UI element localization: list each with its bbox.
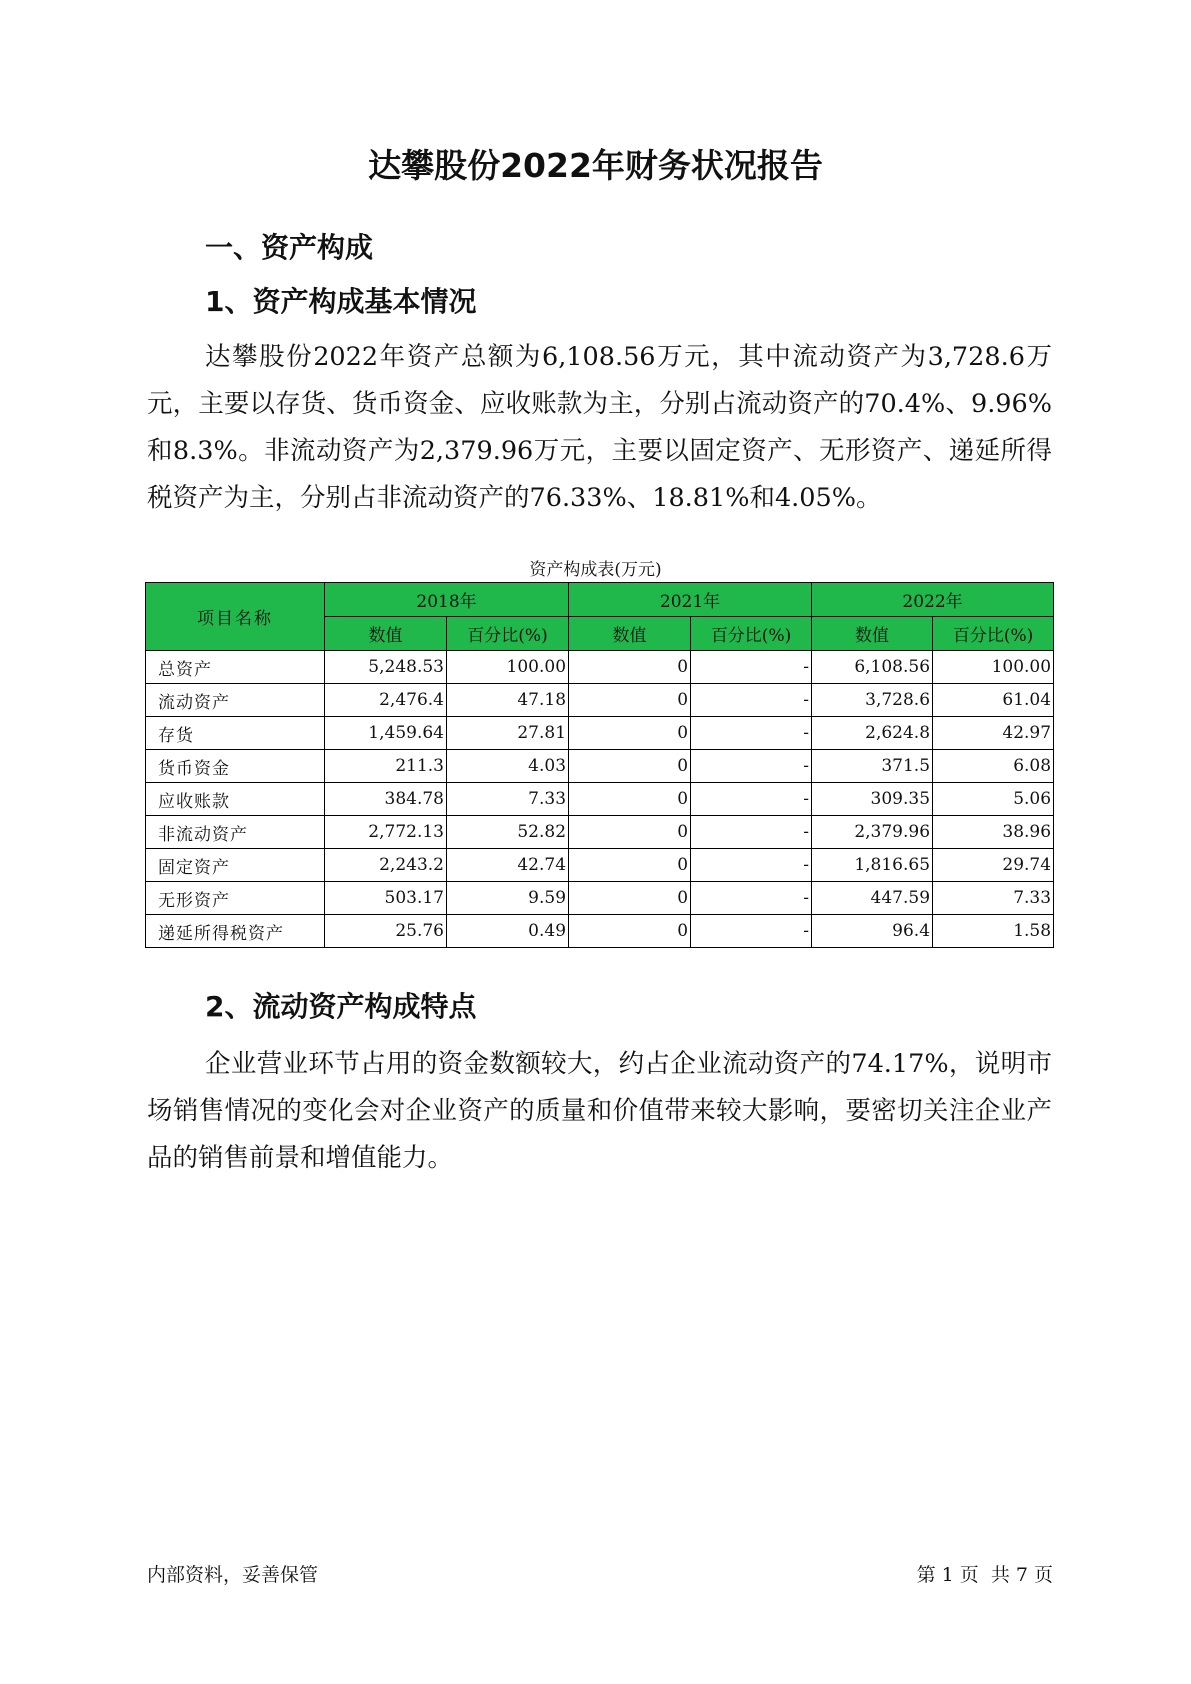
table-cell: 42.74 bbox=[447, 849, 569, 882]
table-cell: 100.00 bbox=[447, 651, 569, 684]
header-percent: 百分比(%) bbox=[933, 617, 1054, 651]
table-cell: 309.35 bbox=[812, 783, 933, 816]
table-cell: 27.81 bbox=[447, 717, 569, 750]
table-cell: 1.58 bbox=[933, 915, 1054, 948]
table-cell: 2,379.96 bbox=[812, 816, 933, 849]
section-heading-asset-composition: 一、资产构成 bbox=[205, 231, 374, 264]
table-cell: - bbox=[691, 750, 812, 783]
table-cell: - bbox=[691, 717, 812, 750]
table-cell: - bbox=[691, 915, 812, 948]
row-label: 存货 bbox=[146, 717, 325, 750]
table-cell: 29.74 bbox=[933, 849, 1054, 882]
table-cell: 61.04 bbox=[933, 684, 1054, 717]
table-cell: 2,476.4 bbox=[325, 684, 447, 717]
table-cell: 47.18 bbox=[447, 684, 569, 717]
page-title: 达攀股份2022年财务状况报告 bbox=[368, 146, 823, 185]
table-cell: 0 bbox=[569, 783, 691, 816]
row-label: 货币资金 bbox=[146, 750, 325, 783]
header-percent: 百分比(%) bbox=[691, 617, 812, 651]
table-cell: - bbox=[691, 651, 812, 684]
table-cell: 7.33 bbox=[447, 783, 569, 816]
table-cell: 100.00 bbox=[933, 651, 1054, 684]
table-row bbox=[146, 816, 1054, 849]
row-label: 流动资产 bbox=[146, 684, 325, 717]
table-header-row-years bbox=[146, 583, 1054, 617]
table-cell: 96.4 bbox=[812, 915, 933, 948]
table-cell: - bbox=[691, 816, 812, 849]
table-row bbox=[146, 651, 1054, 684]
table-cell: 25.76 bbox=[325, 915, 447, 948]
row-label: 固定资产 bbox=[146, 849, 325, 882]
table-cell: 0 bbox=[569, 882, 691, 915]
table-cell: 52.82 bbox=[447, 816, 569, 849]
table-cell: 1,816.65 bbox=[812, 849, 933, 882]
table-cell: 0 bbox=[569, 684, 691, 717]
table-cell: - bbox=[691, 684, 812, 717]
table-cell: 384.78 bbox=[325, 783, 447, 816]
paragraph-asset-summary: 达攀股份2022年资产总额为6,108.56万元，其中流动资产为3,728.6万元，主要以存货、货币资金、应收账款为主，分别占流动资产的70.4%、9.96%和8.3%。非流动资产为2,379.96万元，主要以固定资产、无形资产、递延所得税资产为主，分别占非流动资产的76.33%、18.81%和4.05%。 bbox=[147, 342, 1052, 513]
table-cell: 6,108.56 bbox=[812, 651, 933, 684]
header-year-2021: 2021年 bbox=[569, 583, 812, 617]
table-cell: - bbox=[691, 849, 812, 882]
table-cell: 503.17 bbox=[325, 882, 447, 915]
table-cell: 2,243.2 bbox=[325, 849, 447, 882]
table-cell: 5,248.53 bbox=[325, 651, 447, 684]
table-row bbox=[146, 849, 1054, 882]
header-value: 数值 bbox=[569, 617, 691, 651]
table-cell: 9.59 bbox=[447, 882, 569, 915]
table-row bbox=[146, 717, 1054, 750]
header-percent: 百分比(%) bbox=[447, 617, 569, 651]
table-cell: 1,459.64 bbox=[325, 717, 447, 750]
table-row bbox=[146, 750, 1054, 783]
table-cell: 211.3 bbox=[325, 750, 447, 783]
table-cell: 4.03 bbox=[447, 750, 569, 783]
table-cell: 0 bbox=[569, 915, 691, 948]
table-cell: 3,728.6 bbox=[812, 684, 933, 717]
table-cell: 0 bbox=[569, 651, 691, 684]
footer-confidential-note: 内部资料，妥善保管 bbox=[147, 1564, 319, 1586]
table-cell: 42.97 bbox=[933, 717, 1054, 750]
table-cell: 0 bbox=[569, 750, 691, 783]
header-year-2018: 2018年 bbox=[325, 583, 569, 617]
table-cell: 2,624.8 bbox=[812, 717, 933, 750]
table-cell: - bbox=[691, 783, 812, 816]
row-label: 非流动资产 bbox=[146, 816, 325, 849]
table-cell: 5.06 bbox=[933, 783, 1054, 816]
subsection-heading-current-assets: 2、流动资产构成特点 bbox=[205, 990, 477, 1023]
header-item-name: 项目名称 bbox=[146, 583, 325, 651]
table-cell: 7.33 bbox=[933, 882, 1054, 915]
table-cell: - bbox=[691, 882, 812, 915]
table-cell: 0 bbox=[569, 717, 691, 750]
table-cell: 0 bbox=[569, 816, 691, 849]
table-cell: 0.49 bbox=[447, 915, 569, 948]
footer-page-number: 第 1 页 共 7 页 bbox=[916, 1564, 1053, 1586]
table-cell: 2,772.13 bbox=[325, 816, 447, 849]
table-cell: 38.96 bbox=[933, 816, 1054, 849]
row-label: 总资产 bbox=[146, 651, 325, 684]
row-label: 应收账款 bbox=[146, 783, 325, 816]
header-value: 数值 bbox=[325, 617, 447, 651]
asset-composition-table bbox=[145, 582, 1054, 948]
table-cell: 6.08 bbox=[933, 750, 1054, 783]
table-row bbox=[146, 684, 1054, 717]
row-label: 递延所得税资产 bbox=[146, 915, 325, 948]
row-label: 无形资产 bbox=[146, 882, 325, 915]
header-value: 数值 bbox=[812, 617, 933, 651]
header-year-2022: 2022年 bbox=[812, 583, 1054, 617]
paragraph-current-assets: 企业营业环节占用的资金数额较大，约占企业流动资产的74.17%，说明市场销售情况的变化会对企业资产的质量和价值带来较大影响，要密切关注企业产品的销售前景和增值能力。 bbox=[147, 1049, 1052, 1173]
table-cell: 371.5 bbox=[812, 750, 933, 783]
subsection-heading-basic: 1、资产构成基本情况 bbox=[205, 285, 477, 318]
table-caption: 资产构成表(万元) bbox=[529, 560, 662, 580]
table-cell: 0 bbox=[569, 849, 691, 882]
table-row bbox=[146, 882, 1054, 915]
table-row bbox=[146, 783, 1054, 816]
table-cell: 447.59 bbox=[812, 882, 933, 915]
table-row bbox=[146, 915, 1054, 948]
